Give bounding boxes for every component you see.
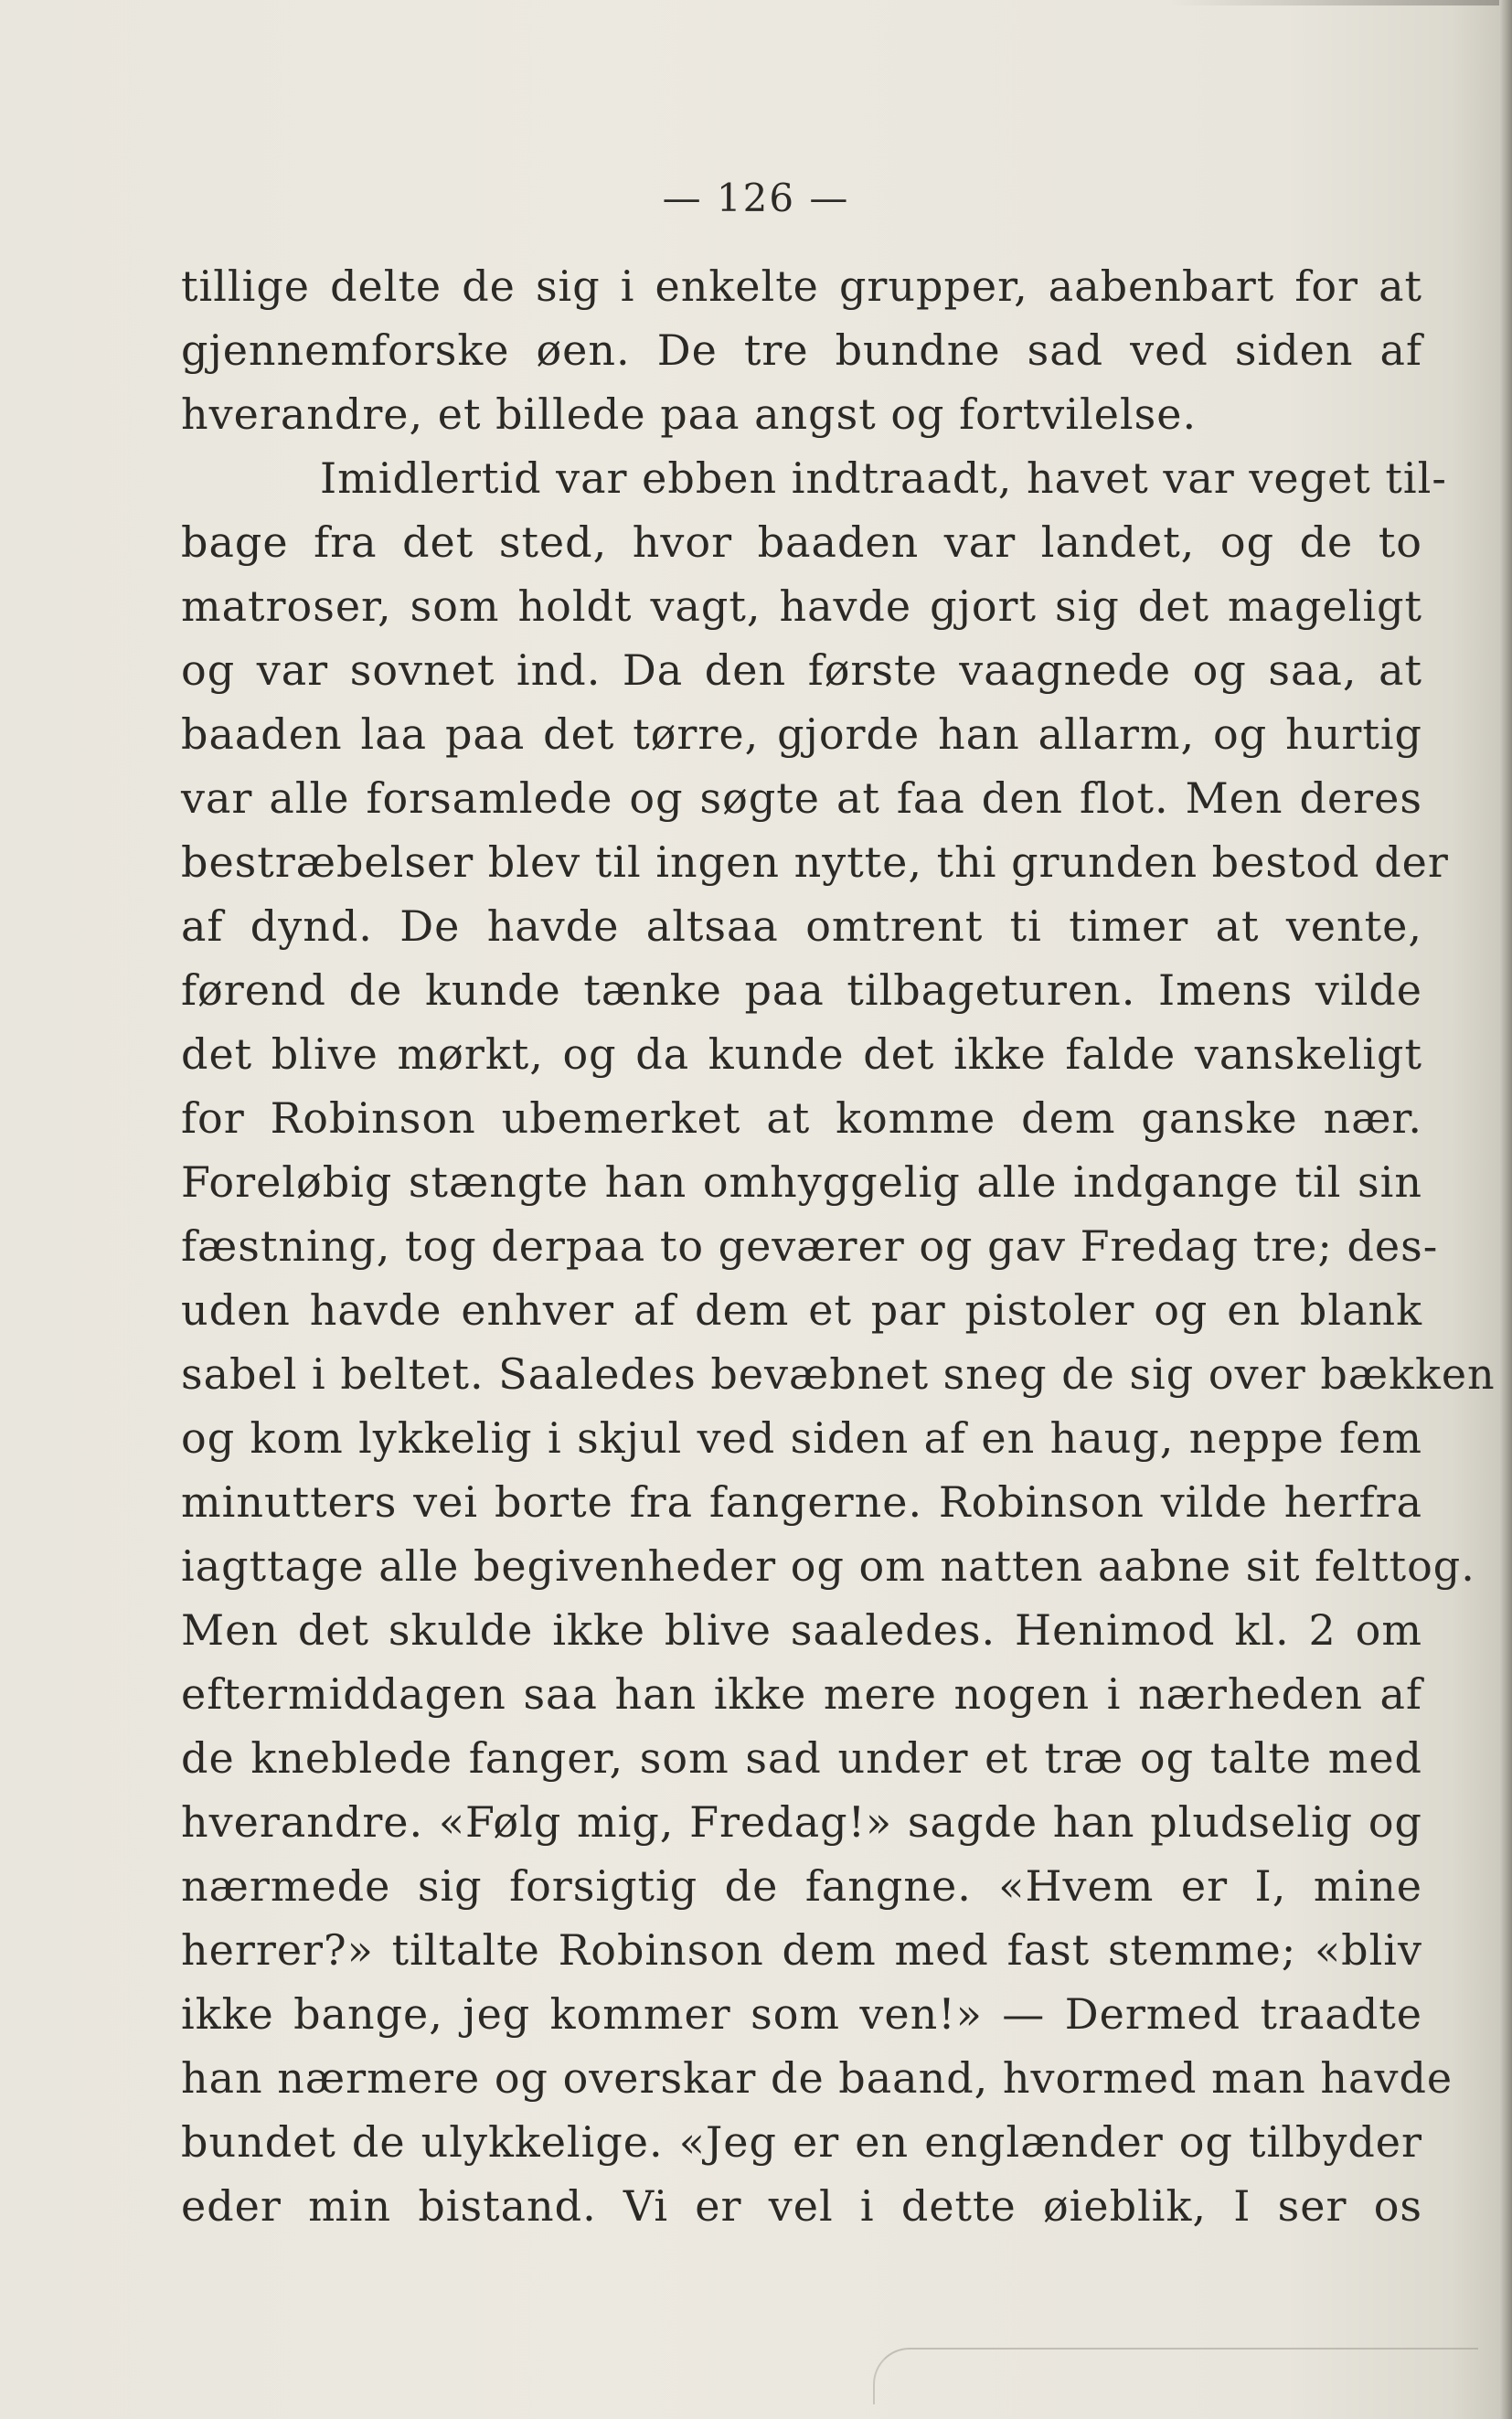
text-line: baaden laa paa det tørre, gjorde han allarm, og hurtig xyxy=(181,709,1422,759)
text-line: bage fra det sted, hvor baaden var landet, og de to xyxy=(181,517,1422,567)
text-line: førend de kunde tænke paa tilbageturen. Imens vilde xyxy=(181,965,1422,1015)
text-line: iagttage alle begivenheder og om natten aabne sit felttog. xyxy=(181,1541,1475,1591)
text-line: ikke bange, jeg kommer som ven!» — Dermed traadte xyxy=(181,1989,1422,2039)
text-line: bundet de ulykkelige. «Jeg er en englænder og tilbyder xyxy=(181,2117,1422,2167)
text-line: matroser, som holdt vagt, havde gjort sig det mageligt xyxy=(181,581,1422,631)
page-curl-mark xyxy=(873,2348,1478,2404)
text-line: uden havde enhver af dem et par pistoler og en blank xyxy=(181,1285,1422,1335)
text-line: eder min bistand. Vi er vel i dette øieblik, I ser os xyxy=(181,2181,1422,2231)
text-line: sabel i beltet. Saaledes bevæbnet sneg de sig over bækken xyxy=(181,1349,1496,1399)
text-line: gjennemforske øen. De tre bundne sad ved siden af xyxy=(181,325,1422,375)
text-line: tillige delte de sig i enkelte grupper, aabenbart for at xyxy=(181,261,1422,311)
text-line: eftermiddagen saa han ikke mere nogen i nærheden af xyxy=(181,1669,1422,1719)
body-text xyxy=(181,254,1496,2238)
text-line: af dynd. De havde altsaa omtrent ti timer at vente, xyxy=(181,901,1422,951)
text-line: de kneblede fanger, som sad under et træ og talte med xyxy=(181,1733,1422,1783)
text-line: nærmede sig forsigtig de fangne. «Hvem er I, mine xyxy=(181,1861,1422,1911)
text-line: Foreløbig stængte han omhyggelig alle indgange til sin xyxy=(181,1157,1422,1207)
text-line: og kom lykkelig i skjul ved siden af en haug, neppe fem xyxy=(181,1413,1422,1463)
page-top-shadow xyxy=(1170,0,1512,5)
paragraph-start-line: Imidlertid var ebben indtraadt, havet var veget til- xyxy=(320,453,1447,503)
text-line: herrer?» tiltalte Robinson dem med fast stemme; «bliv xyxy=(181,1925,1422,1975)
text-line: for Robinson ubemerket at komme dem ganske nær. xyxy=(181,1093,1422,1143)
text-line: bestræbelser blev til ingen nytte, thi grunden bestod der xyxy=(181,837,1449,887)
text-line: han nærmere og overskar de baand, hvormed man havde xyxy=(181,2053,1453,2103)
text-line: det blive mørkt, og da kunde det ikke falde vanskeligt xyxy=(181,1029,1422,1079)
text-line: var alle forsamlede og søgte at faa den flot. Men deres xyxy=(181,773,1422,823)
text-line: minutters vei borte fra fangerne. Robinson vilde herfra xyxy=(181,1477,1422,1527)
text-line: hverandre. «Følg mig, Fredag!» sagde han pludselig og xyxy=(181,1797,1422,1847)
page-number: — 126 — xyxy=(662,176,850,220)
page-edge xyxy=(1499,0,1512,2419)
text-line: Men det skulde ikke blive saaledes. Henimod kl. 2 om xyxy=(181,1605,1422,1655)
text-line: hverandre, et billede paa angst og fortvilelse. xyxy=(181,389,1198,439)
text-line: fæstning, tog derpaa to geværer og gav Fredag tre; des- xyxy=(181,1221,1439,1271)
text-line: og var sovnet ind. Da den første vaagnede og saa, at xyxy=(181,645,1422,695)
